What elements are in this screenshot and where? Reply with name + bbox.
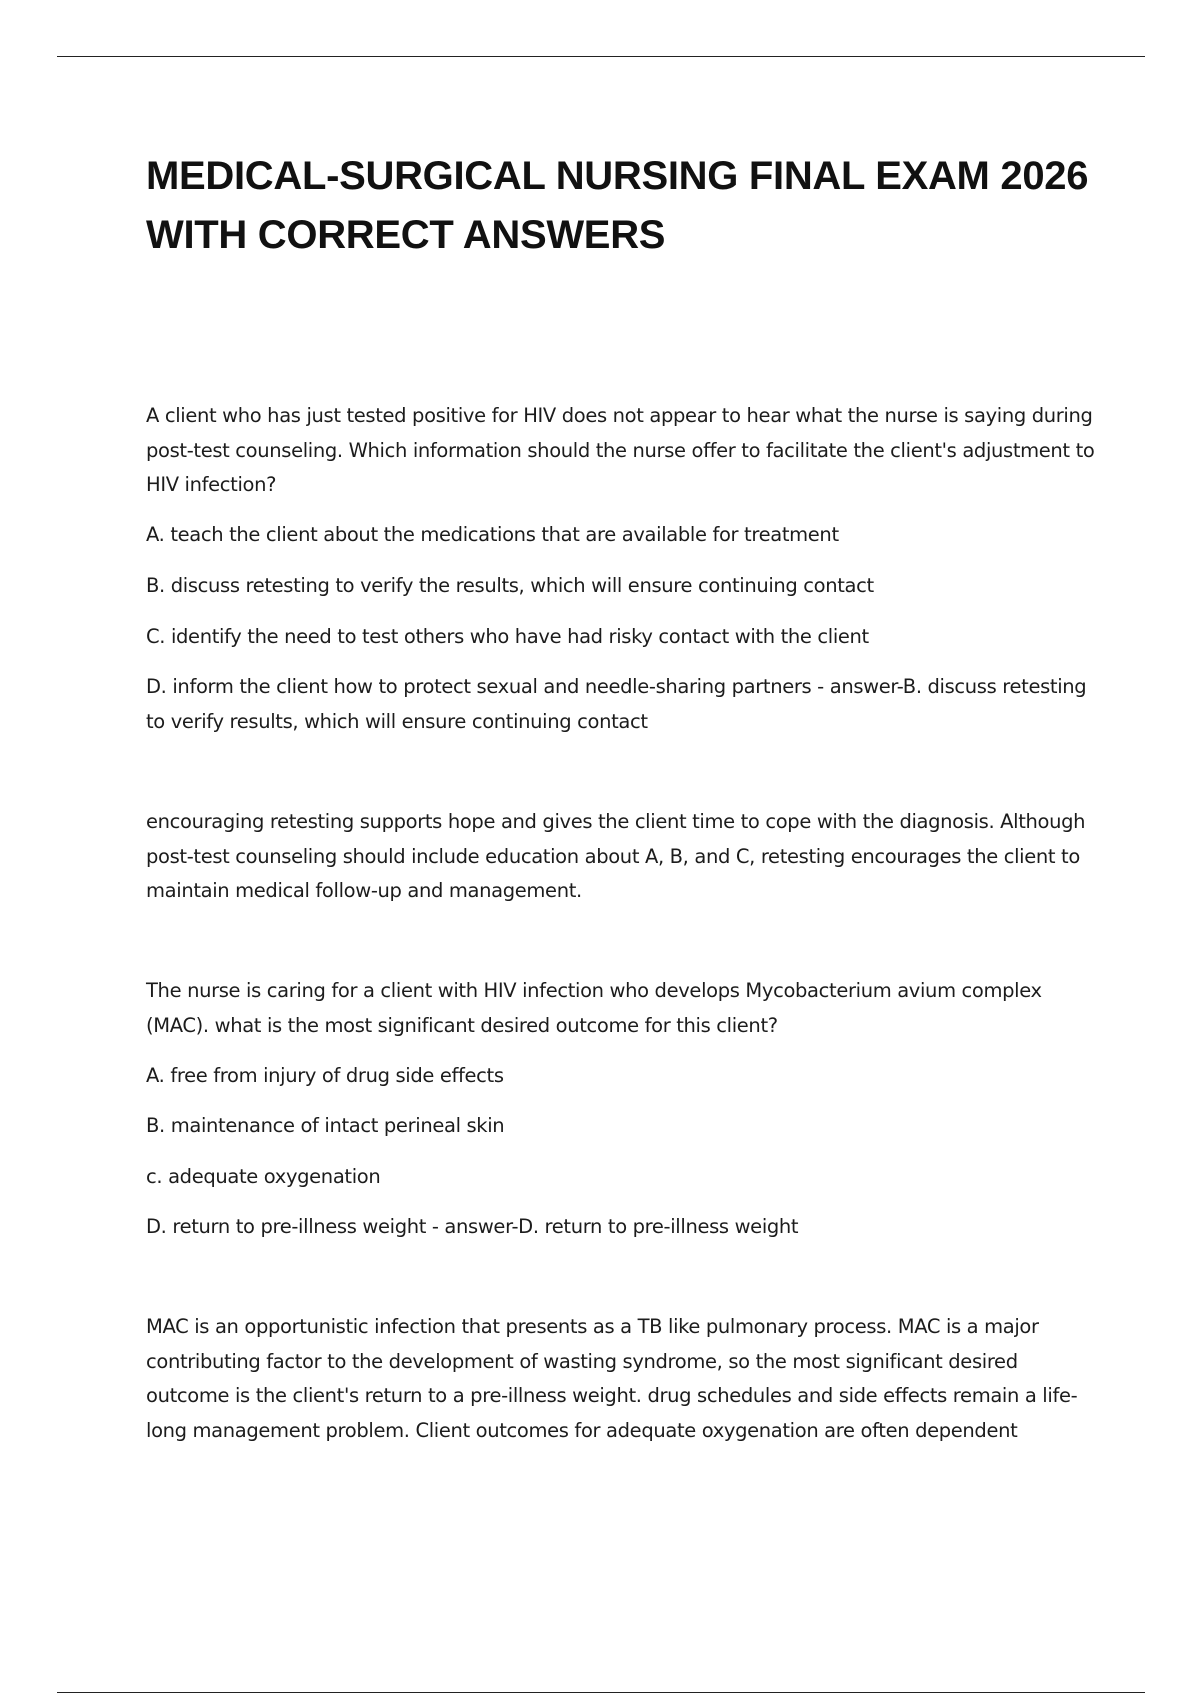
question-2-option-b: B. maintenance of intact perineal skin bbox=[146, 1114, 505, 1137]
question-1-rationale: encouraging retesting supports hope and gives the client time to cope with the diagnosis. Although post-test counseling should include education about A, B, and C, retesting encourages the client to maintain medical follow-up and management. bbox=[146, 810, 1086, 902]
question-2-option-c: c. adequate oxygenation bbox=[146, 1165, 381, 1188]
question-1-option-c: C. identify the need to test others who have had risky contact with the client bbox=[146, 625, 869, 648]
bottom-divider bbox=[57, 1692, 1145, 1693]
question-1-option-a: A. teach the client about the medications that are available for treatment bbox=[146, 523, 839, 546]
document-title: MEDICAL-SURGICAL NURSING FINAL EXAM 2026 WITH CORRECT ANSWERS bbox=[146, 154, 1089, 257]
question-1-option-b: B. discuss retesting to verify the results, which will ensure continuing contact bbox=[146, 574, 874, 597]
question-1-stem: A client who has just tested positive for HIV does not appear to hear what the nurse is saying during post-test counseling. Which information should the nurse offer to facilitate the client's adjustment to HIV infection? bbox=[146, 404, 1095, 496]
question-1-option-d-answer: D. inform the client how to protect sexual and needle-sharing partners - answer-B. discuss retesting to verify results, which will ensure continuing contact bbox=[146, 675, 1087, 733]
question-2-rationale: MAC is an opportunistic infection that presents as a TB like pulmonary process. MAC is a major contributing factor to the development of wasting syndrome, so the most significant desired outcome is the client's return to a pre-illness weight. drug schedules and side effects remain a life-long management problem. Client outcomes for adequate oxygenation are often dependent bbox=[146, 1315, 1078, 1442]
question-2-option-a: A. free from injury of drug side effects bbox=[146, 1064, 504, 1087]
top-divider bbox=[57, 56, 1145, 57]
question-2-stem: The nurse is caring for a client with HIV infection who develops Mycobacterium avium complex (MAC). what is the most significant desired outcome for this client? bbox=[146, 979, 1042, 1037]
question-2-option-d-answer: D. return to pre-illness weight - answer-D. return to pre-illness weight bbox=[146, 1215, 799, 1238]
